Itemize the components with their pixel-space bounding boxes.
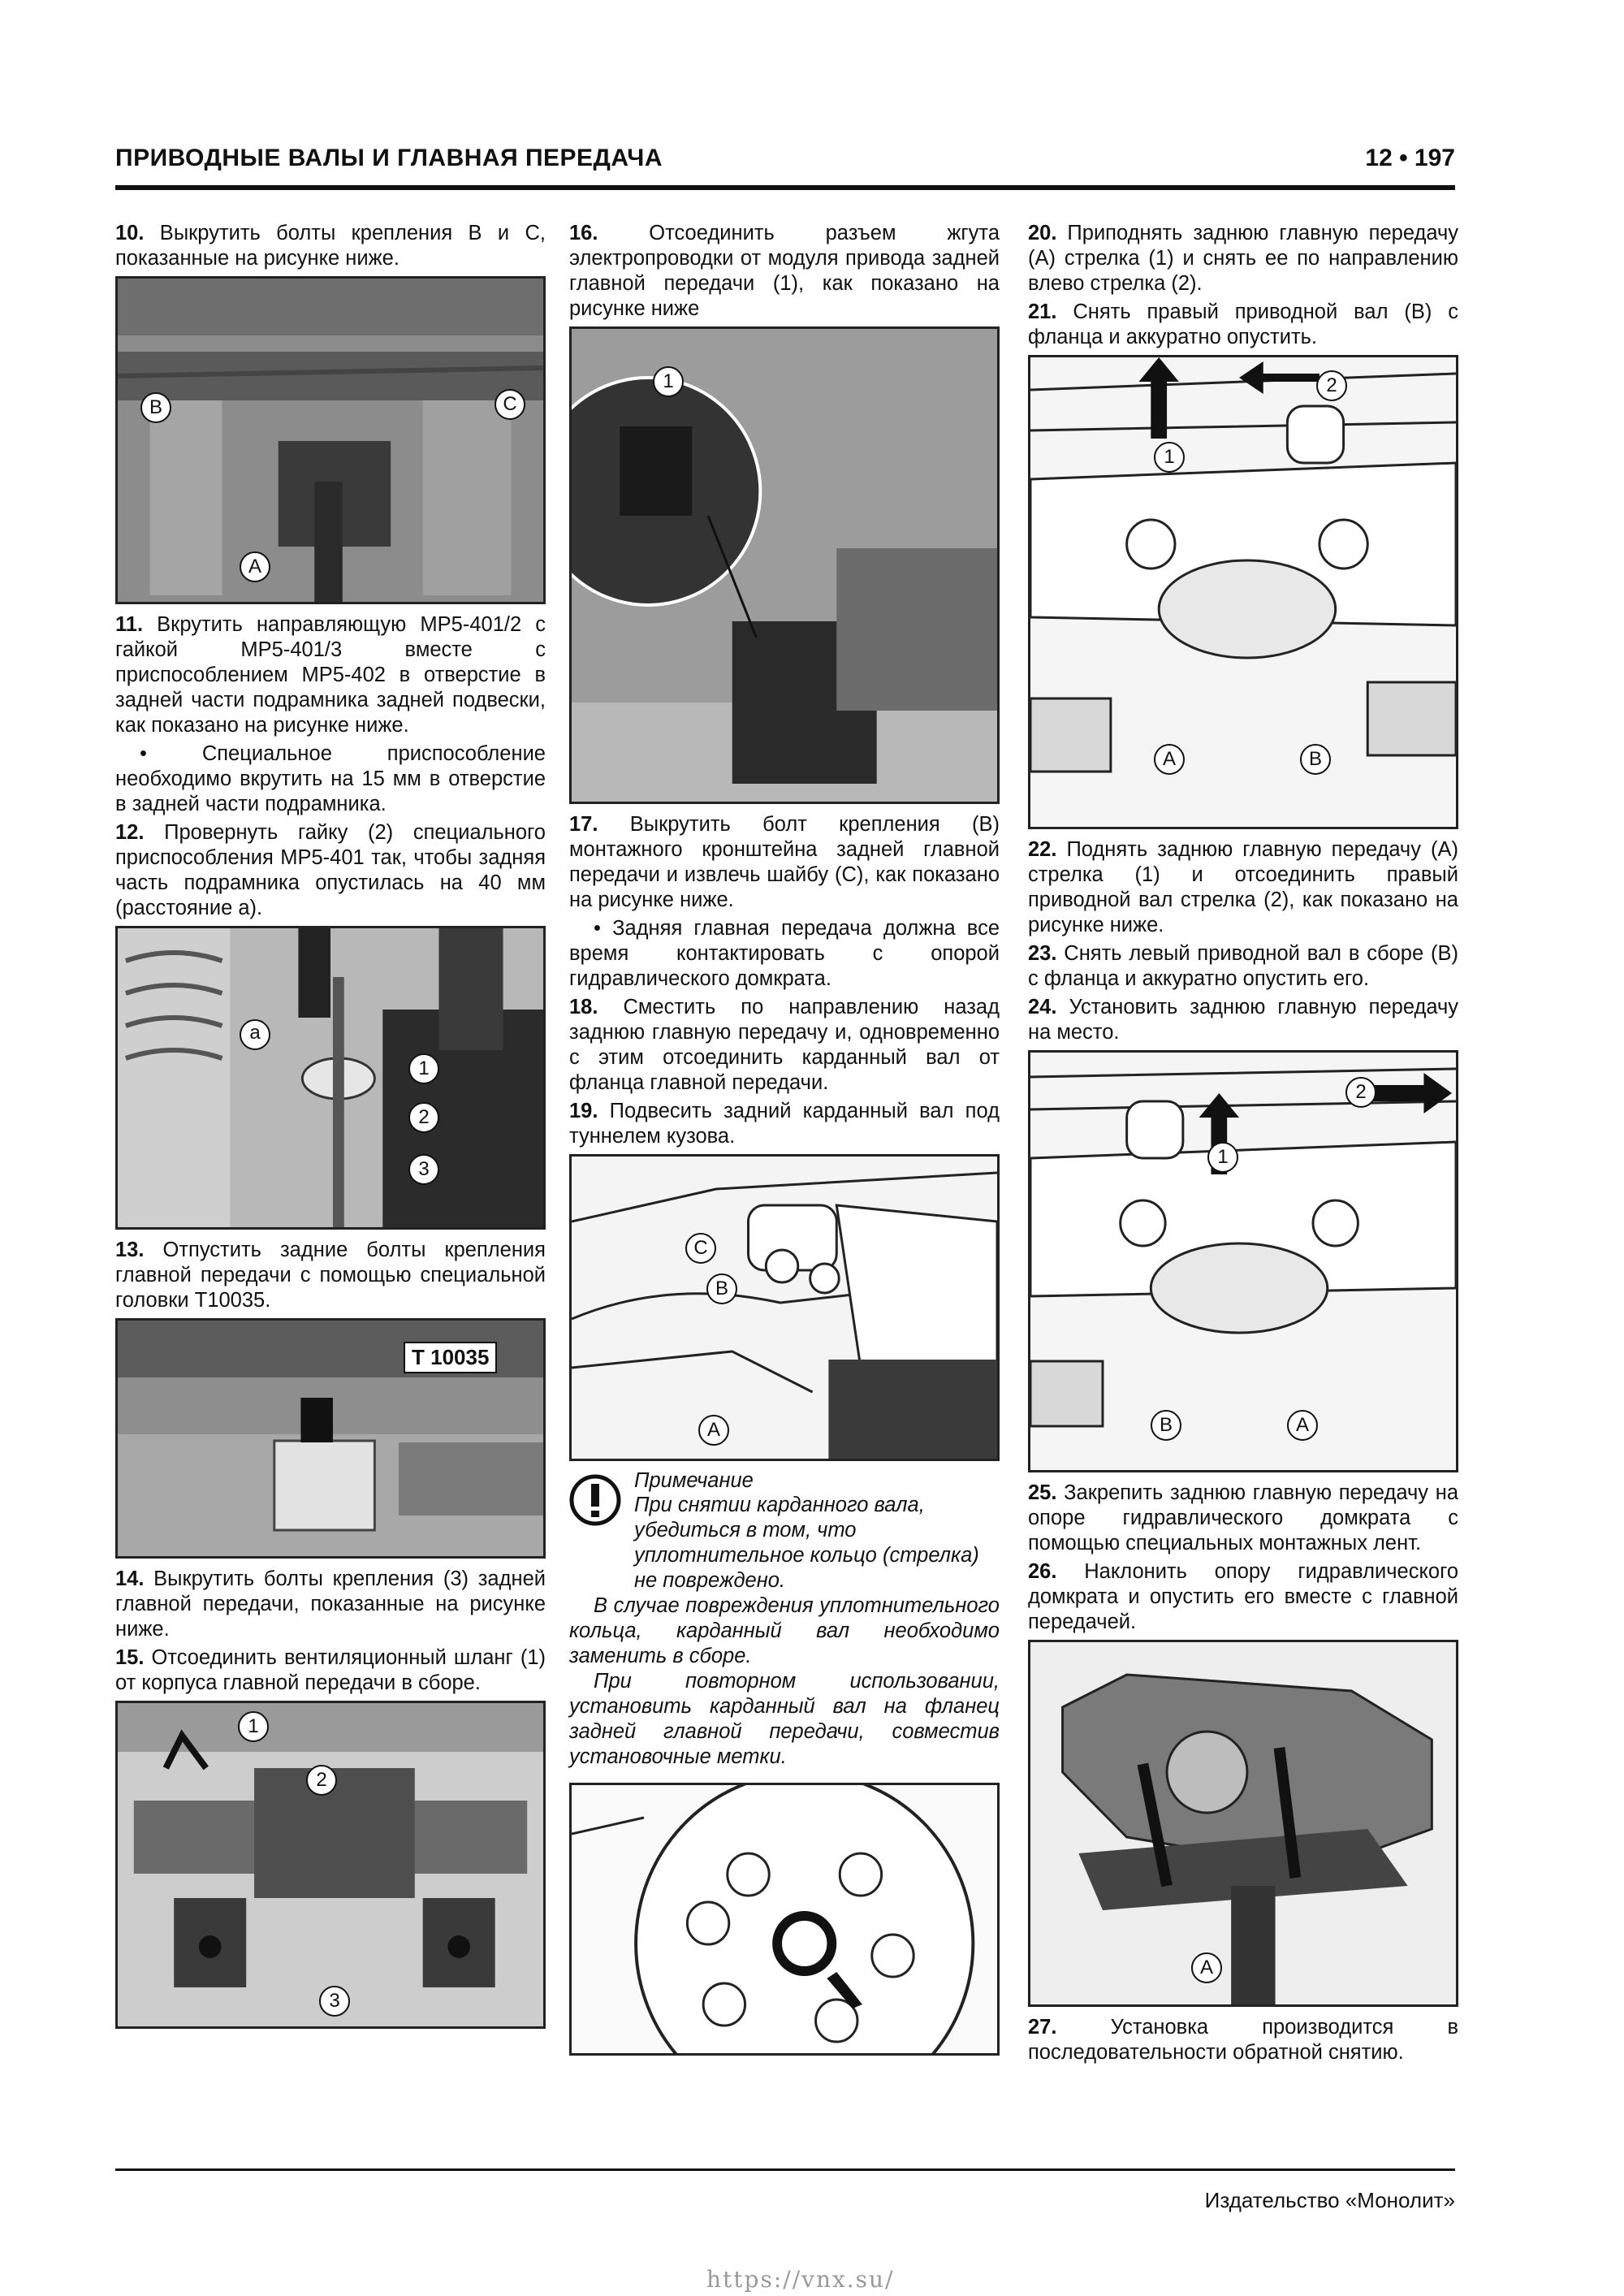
label-3: 3 — [319, 1986, 350, 2017]
figure-t10035-socket — [115, 1318, 546, 1559]
section-title: ПРИВОДНЫЕ ВАЛЫ И ГЛАВНАЯ ПЕРЕДАЧА — [115, 145, 663, 171]
step-18: 18. Сместить по направлению назад заднюю главную передачу и, одновременно с этим отсоединить карданный вал от фланца главной передачи. — [569, 996, 1000, 1094]
page-header — [115, 145, 1455, 184]
note-heading: Примечание — [634, 1469, 754, 1492]
label-b: B — [706, 1273, 737, 1304]
step-17: 17. Выкрутить болт крепления (В) монтажного кронштейна задней главной передачи и извлечь шайбу (С), как показано на рисунке ниже. — [569, 813, 1000, 911]
label-b: B — [1300, 744, 1331, 775]
label-2: 2 — [306, 1765, 337, 1796]
figure-bracket-drawing — [569, 1154, 1000, 1461]
label-b: B — [1151, 1410, 1181, 1441]
figure-lift-differential — [1028, 355, 1458, 829]
label-b: B — [140, 392, 171, 423]
step-21: 21. Снять правый приводной вал (В) с фланца и аккуратно опустить. — [1028, 301, 1458, 348]
label-2: 2 — [1345, 1077, 1376, 1108]
label-1: 1 — [1154, 442, 1185, 473]
column-3 — [1028, 221, 1458, 2069]
header-rule — [115, 185, 1455, 190]
step-23: 23. Снять левый приводной вал в сборе (В) с фланца и аккуратно опустить его. — [1028, 942, 1458, 990]
step-27: 27. Установка производится в последовательности обратной снятию. — [1028, 2016, 1458, 2064]
label-c: C — [685, 1233, 716, 1264]
step-16: 16. Отсоединить разъем жгута электропроводки от модуля привода задней главной передачи (1), как показано на рисунке ниже — [569, 222, 1000, 320]
note-paragraph-3: При повторном использовании, установить карданный вал на фланец задней главной передачи, совместив установочные метки. — [569, 1670, 1000, 1768]
figure-special-tool — [115, 926, 546, 1230]
label-3: 3 — [408, 1154, 439, 1185]
warning-icon — [569, 1474, 621, 1526]
step-14: 14. Выкрутить болты крепления (3) задней главной передачи, показанные на рисунке ниже. — [115, 1567, 546, 1641]
label-a: A — [1154, 744, 1185, 775]
column-1 — [115, 221, 546, 2037]
note-paragraph-2: В случае повреждения уплотнительного кольца, карданный вал необходимо заменить в сборе. — [569, 1594, 1000, 1667]
label-a: A — [698, 1415, 729, 1446]
label-1: 1 — [1207, 1142, 1238, 1173]
note-block — [569, 1469, 1000, 1593]
label-a: A — [1287, 1410, 1318, 1441]
figure-shaft-flange — [569, 1783, 1000, 2056]
step-20: 20. Приподнять заднюю главную передачу (А) стрелка (1) и снять ее по направлению влево стрелка (2). — [1028, 222, 1458, 295]
step-11: 11. Вкрутить направляющую MP5-401/2 с гайкой MP5-401/3 вместе с приспособлением MP5-402 в отверстие в задней части подрамника задней подвески, как показано на рисунке ниже. — [115, 613, 546, 737]
step-10: 10. Выкрутить болты крепления В и С, показанные на рисунке ниже. — [115, 222, 546, 270]
step-24: 24. Установить заднюю главную передачу на место. — [1028, 996, 1458, 1044]
step-12: 12. Провернуть гайку (2) специального приспособления MP5-401 так, чтобы задняя часть подрамника опустилась на 40 мм (расстояние а). — [115, 821, 546, 919]
figure-connector — [569, 326, 1000, 804]
source-url[interactable]: https://vnx.su/ — [706, 2266, 895, 2293]
label-1: 1 — [653, 366, 684, 397]
step-13: 13. Отпустить задние болты крепления главной передачи с помощью специальной головки T10035. — [115, 1239, 546, 1312]
step-25: 25. Закрепить заднюю главную передачу на опоре гидравлического домкрата с помощью специальных монтажных лент. — [1028, 1481, 1458, 1554]
figure-jack-differential — [1028, 1640, 1458, 2007]
label-1: 1 — [238, 1711, 269, 1742]
figure-differential-bolts — [115, 1701, 546, 2029]
footer-rule — [115, 2168, 1455, 2171]
publisher: Издательство «Монолит» — [1204, 2188, 1455, 2212]
label-a-distance: a — [240, 1019, 270, 1050]
column-2 — [569, 221, 1000, 2064]
label-c: C — [495, 389, 525, 420]
label-a: A — [1191, 1952, 1222, 1983]
label-2: 2 — [1316, 370, 1347, 401]
page-number: 12 • 197 — [1365, 145, 1455, 171]
label-1: 1 — [408, 1053, 439, 1084]
label-a: A — [240, 551, 270, 582]
figure-right-driveshaft — [1028, 1050, 1458, 1472]
step-22: 22. Поднять заднюю главную передачу (А) стрелка (1) и отсоединить правый приводной вал стрелка (2), как показано на рисунке ниже. — [1028, 838, 1458, 936]
step-19: 19. Подвесить задний карданный вал под туннелем кузова. — [569, 1100, 1000, 1148]
step-17-note: • Задняя главная передача должна все время контактировать с опорой гидравлического домкрата. — [569, 917, 1000, 990]
note-text: При снятии карданного вала, убедиться в том, что уплотнительное кольцо (стрелка) не повреждено. — [634, 1494, 979, 1592]
step-11-note: • Специальное приспособление необходимо вкрутить на 15 мм в отверстие в задней части подрамника. — [115, 742, 546, 815]
figure-subframe-bolts — [115, 276, 546, 604]
tool-label-t10035: T 10035 — [404, 1342, 497, 1373]
step-15: 15. Отсоединить вентиляционный шланг (1) от корпуса главной передачи в сборе. — [115, 1646, 546, 1694]
label-2: 2 — [408, 1102, 439, 1133]
step-26: 26. Наклонить опору гидравлического домкрата и опустить его вместе с главной передачей. — [1028, 1560, 1458, 1633]
